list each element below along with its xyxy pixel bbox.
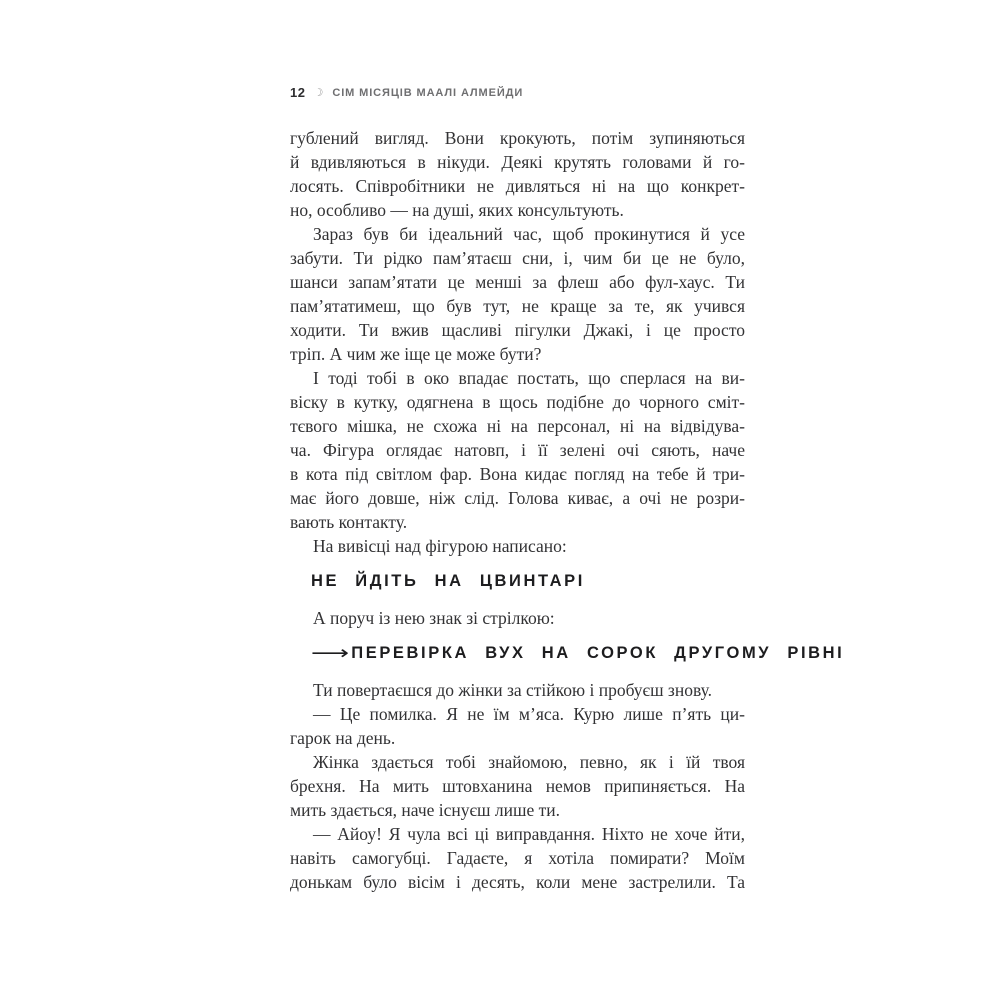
text-line: На вивісці над фігурою написано: <box>313 536 567 556</box>
text-line: гарок на день. <box>290 728 396 748</box>
text-line: мить здається, наче існуєш лише ти. <box>290 800 561 820</box>
text-line: навіть самогубці. Гадаєте, я хотіла помирати? Моїм <box>290 848 745 868</box>
text-line: й вдивляються в нікуди. Деякі крутять головами й го- <box>290 152 745 172</box>
text-line: брехня. На мить штовханина немов припиняється. На <box>290 776 745 796</box>
text-line: І тоді тобі в око впадає постать, що сперлася на ви- <box>313 368 745 388</box>
sign-ear-check <box>290 640 845 666</box>
text-line: має його довше, ніж слід. Голова киває, а очі не розри- <box>290 488 745 508</box>
text-line: вають контакту. <box>290 512 408 532</box>
sign-text: НЕ ЙДІТЬ НА ЦВИНТАРІ <box>311 572 585 590</box>
text-line: ча. Фігура оглядає натовп, і її зелені очі сяють, наче <box>290 440 745 460</box>
sign-text: ПЕРЕВІРКА ВУХ НА СОРОК ДРУГОМУ РІВНІ <box>351 644 845 662</box>
text-line: донькам було вісім і десять, коли мене застрелили. Та <box>290 872 745 892</box>
text-line: в кота під світлом фар. Вона кидає погляд на тебе й три- <box>290 464 745 484</box>
text-line: шанси запам’ятати це менші за флеш або фул-хаус. Ти <box>290 272 745 292</box>
text-line: тріп. А чим же іще це може бути? <box>290 344 542 364</box>
text-line: лосять. Співробітники не дивляться ні на що конкрет- <box>290 176 745 196</box>
text-line: А поруч із нею знак зі стрілкою: <box>313 608 555 628</box>
text-line: Жінка здається тобі знайомою, певно, як і їй твоя <box>313 752 745 772</box>
text-line: — Це помилка. Я не їм м’яса. Курю лише п’ять ци- <box>313 704 745 724</box>
text-line: пам’ятатимеш, що був тут, не краще за те, як учився <box>290 296 745 316</box>
text-line: но, особливо — на душі, яких консультують. <box>290 200 624 220</box>
running-header <box>290 85 746 100</box>
text-line: гублений вигляд. Вони крокують, потім зупиняються <box>290 128 745 148</box>
page-number: 12 <box>290 85 306 100</box>
crescent-moon-icon: ☽ <box>313 86 324 99</box>
right-arrow-icon: ⟶ <box>311 642 350 664</box>
text-line: Зараз був би ідеальний час, щоб прокинутися й усе <box>313 224 745 244</box>
text-line: тєвого мішка, не схожа ні на персонал, ні на відвідува- <box>290 416 745 436</box>
book-title: СІМ МІСЯЦІВ МААЛІ АЛМЕЙДИ <box>332 86 524 99</box>
sign-no-cemetery <box>290 568 745 594</box>
text-line: забути. Ти рідко пам’ятаєш сни, і, чим би це не було, <box>290 248 745 268</box>
text-line: віску в кутку, одягнена в щось подібне до чорного сміт- <box>290 392 745 412</box>
text-line: Ти повертаєшся до жінки за стійкою і пробуєш знову. <box>313 680 712 700</box>
text-block <box>290 126 845 894</box>
text-line: — Айоу! Я чула всі ці виправдання. Ніхто не хоче йти, <box>313 824 745 844</box>
text-line: ходити. Ти вжив щасливі пігулки Джакі, і це просто <box>290 320 745 340</box>
